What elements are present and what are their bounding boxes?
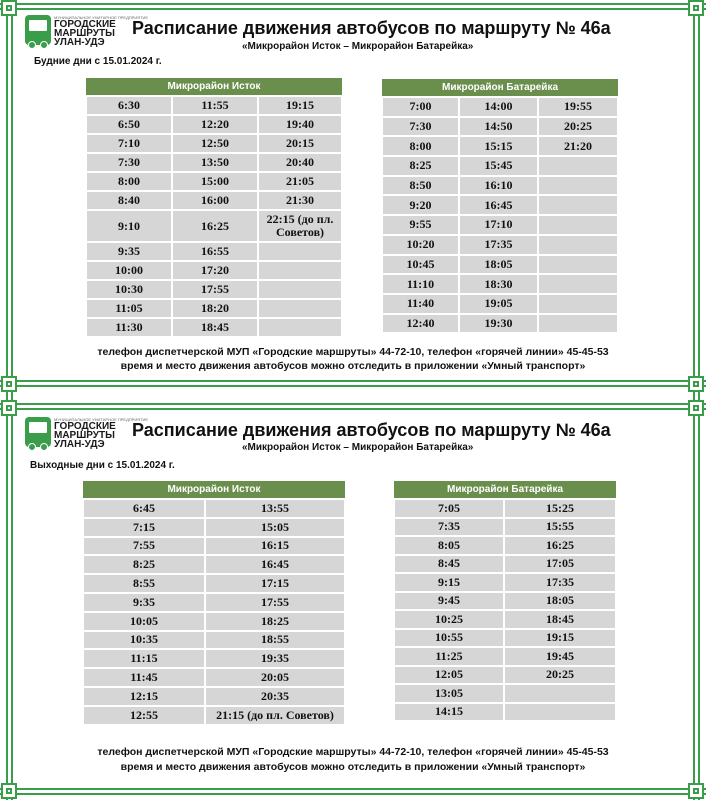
time-cell	[538, 235, 618, 255]
time-cell: 9:35	[86, 242, 172, 261]
istok-schedule-table	[85, 78, 343, 338]
time-cell: 16:10	[459, 176, 538, 196]
frame-corner	[1, 376, 17, 392]
logo-small-text: МУНИЦИПАЛЬНОЕ УНИТАРНОЕ ПРЕДПРИЯТИЕ	[54, 15, 149, 20]
table-row	[83, 537, 345, 556]
time-cell	[538, 274, 618, 294]
table-row	[382, 117, 618, 137]
time-cell: 10:20	[382, 235, 459, 255]
route-subtitle: «Микрорайон Исток – Микрорайон Батарейка»	[242, 442, 474, 453]
table-row	[394, 499, 616, 518]
time-cell: 15:00	[172, 172, 258, 191]
bus-icon	[25, 15, 51, 45]
time-cell: 17:55	[172, 280, 258, 299]
time-cell: 7:00	[382, 97, 459, 117]
frame-left-line-inner	[11, 0, 13, 400]
time-cell	[538, 215, 618, 235]
time-cell: 7:05	[394, 499, 504, 518]
time-cell: 12:20	[172, 115, 258, 134]
company-logo	[25, 15, 148, 47]
time-cell: 15:25	[504, 499, 616, 518]
time-cell: 8:25	[83, 555, 205, 574]
time-cell	[258, 318, 342, 337]
table-row	[86, 172, 342, 191]
table-header: Микрорайон Батарейка	[394, 481, 616, 499]
time-cell: 20:40	[258, 153, 342, 172]
time-cell: 9:10	[86, 210, 172, 242]
time-cell: 16:00	[172, 191, 258, 210]
time-cell: 10:35	[83, 631, 205, 650]
time-cell: 10:45	[382, 255, 459, 275]
time-cell: 8:05	[394, 536, 504, 555]
frame-bottom-line	[0, 788, 706, 790]
table-row	[83, 706, 345, 725]
time-cell: 6:30	[86, 96, 172, 115]
time-cell: 9:45	[394, 592, 504, 611]
table-row	[83, 574, 345, 593]
table-header: Микрорайон Исток	[86, 78, 342, 96]
time-cell: 19:05	[459, 294, 538, 314]
frame-bottom-line-inner	[0, 385, 706, 387]
time-cell: 15:15	[459, 136, 538, 156]
table-row	[86, 318, 342, 337]
table-row	[83, 668, 345, 687]
page-title: Расписание движения автобусов по маршруту № 46а	[132, 18, 611, 38]
istok-schedule-table	[82, 481, 346, 726]
table-row	[86, 242, 342, 261]
table-row	[382, 274, 618, 294]
time-cell: 13:55	[205, 499, 345, 518]
table-row	[394, 684, 616, 703]
table-row	[394, 555, 616, 574]
time-cell: 19:45	[504, 647, 616, 666]
table-row	[83, 555, 345, 574]
table-row	[83, 612, 345, 631]
frame-right-line	[693, 0, 695, 400]
time-cell: 14:00	[459, 97, 538, 117]
table-row	[382, 215, 618, 235]
time-cell: 11:15	[83, 649, 205, 668]
table-row	[86, 191, 342, 210]
frame-left-line	[6, 400, 8, 800]
table-row	[83, 518, 345, 537]
frame-corner	[688, 0, 704, 16]
time-cell: 8:55	[83, 574, 205, 593]
time-cell: 6:45	[83, 499, 205, 518]
table-row	[382, 97, 618, 117]
time-cell: 20:15	[258, 134, 342, 153]
page-title: Расписание движения автобусов по маршруту № 46а	[132, 420, 611, 440]
table-row	[382, 235, 618, 255]
table-row	[394, 536, 616, 555]
time-cell: 16:55	[172, 242, 258, 261]
time-cell: 7:30	[86, 153, 172, 172]
table-row	[86, 115, 342, 134]
time-cell: 17:55	[205, 593, 345, 612]
batareyka-schedule-table	[381, 79, 619, 334]
frame-corner	[688, 400, 704, 416]
time-cell: 16:25	[504, 536, 616, 555]
logo-line-1: ГОРОДСКИЕ	[54, 19, 116, 30]
logo-line-3: УЛАН-УДЭ	[54, 37, 105, 48]
time-cell: 16:15	[205, 537, 345, 556]
frame-top-line	[0, 3, 706, 5]
table-row	[394, 573, 616, 592]
time-cell: 18:45	[504, 610, 616, 629]
time-cell: 11:40	[382, 294, 459, 314]
time-cell: 17:15	[205, 574, 345, 593]
time-cell: 17:35	[459, 235, 538, 255]
time-cell	[258, 242, 342, 261]
frame-corner	[688, 783, 704, 799]
time-cell: 19:35	[205, 649, 345, 668]
time-cell: 18:30	[459, 274, 538, 294]
time-cell: 8:25	[382, 156, 459, 176]
time-cell	[258, 280, 342, 299]
table-header: Микрорайон Батарейка	[382, 79, 618, 97]
frame-top-line-inner	[0, 408, 706, 410]
time-cell: 12:15	[83, 687, 205, 706]
table-row	[382, 195, 618, 215]
day-label: Будние дни с 15.01.2024 г.	[34, 56, 162, 67]
time-cell: 19:15	[504, 629, 616, 648]
table-row	[394, 610, 616, 629]
logo-small-text: МУНИЦИПАЛЬНОЕ УНИТАРНОЕ ПРЕДПРИЯТИЕ	[54, 417, 149, 422]
time-cell	[538, 176, 618, 196]
time-cell: 10:55	[394, 629, 504, 648]
time-cell: 20:05	[205, 668, 345, 687]
table-header: Микрорайон Исток	[83, 481, 345, 499]
frame-bottom-line	[0, 380, 706, 382]
time-cell: 12:40	[382, 314, 459, 334]
time-cell: 8:00	[382, 136, 459, 156]
time-cell: 8:50	[382, 176, 459, 196]
time-cell: 21:30	[258, 191, 342, 210]
time-cell: 13:05	[394, 684, 504, 703]
table-row	[394, 647, 616, 666]
time-cell	[538, 314, 618, 334]
time-cell: 11:45	[83, 668, 205, 687]
time-cell: 18:45	[172, 318, 258, 337]
time-cell: 8:45	[394, 555, 504, 574]
time-cell	[538, 195, 618, 215]
time-cell: 7:30	[382, 117, 459, 137]
time-cell: 21:20	[538, 136, 618, 156]
time-cell: 18:05	[459, 255, 538, 275]
time-cell	[538, 255, 618, 275]
time-cell: 20:25	[538, 117, 618, 137]
time-cell: 17:20	[172, 261, 258, 280]
frame-right-line-inner	[698, 0, 700, 400]
time-cell: 19:40	[258, 115, 342, 134]
time-cell	[258, 261, 342, 280]
table-row	[83, 631, 345, 650]
weekend-schedule-panel	[0, 400, 706, 800]
frame-right-line-inner	[698, 400, 700, 800]
time-cell	[258, 299, 342, 318]
table-row	[394, 518, 616, 537]
batareyka-schedule-table	[393, 481, 617, 722]
time-cell: 15:05	[205, 518, 345, 537]
bus-icon	[25, 417, 51, 447]
time-cell: 16:25	[172, 210, 258, 242]
table-row	[86, 96, 342, 115]
time-cell	[504, 684, 616, 703]
time-cell: 14:15	[394, 703, 504, 722]
time-cell: 9:15	[394, 573, 504, 592]
time-cell: 17:35	[504, 573, 616, 592]
time-cell: 11:25	[394, 647, 504, 666]
frame-top-line	[0, 403, 706, 405]
logo-line-1: ГОРОДСКИЕ	[54, 421, 116, 432]
time-cell	[504, 703, 616, 722]
frame-bottom-line-inner	[0, 793, 706, 795]
time-cell: 11:30	[86, 318, 172, 337]
time-cell: 10:05	[83, 612, 205, 631]
time-cell: 16:45	[205, 555, 345, 574]
time-cell: 22:15 (до пл. Советов)	[258, 210, 342, 242]
frame-top-line-inner	[0, 8, 706, 10]
logo-line-3: УЛАН-УДЭ	[54, 439, 105, 450]
time-cell: 15:55	[504, 518, 616, 537]
table-row	[83, 499, 345, 518]
time-cell: 20:25	[504, 666, 616, 685]
time-cell: 9:20	[382, 195, 459, 215]
time-cell: 12:05	[394, 666, 504, 685]
table-row	[394, 592, 616, 611]
frame-left-line	[6, 0, 8, 400]
time-cell: 7:55	[83, 537, 205, 556]
table-row	[382, 156, 618, 176]
frame-corner	[1, 783, 17, 799]
time-cell: 21:15 (до пл. Советов)	[205, 706, 345, 725]
time-cell	[538, 294, 618, 314]
time-cell: 13:50	[172, 153, 258, 172]
table-row	[83, 649, 345, 668]
table-row	[86, 134, 342, 153]
time-cell: 14:50	[459, 117, 538, 137]
time-cell: 12:55	[83, 706, 205, 725]
table-row	[83, 593, 345, 612]
time-cell: 19:15	[258, 96, 342, 115]
time-cell: 15:45	[459, 156, 538, 176]
time-cell: 12:50	[172, 134, 258, 153]
time-cell: 18:20	[172, 299, 258, 318]
route-subtitle: «Микрорайон Исток – Микрорайон Батарейка»	[242, 41, 474, 52]
table-row	[382, 255, 618, 275]
time-cell: 11:55	[172, 96, 258, 115]
day-label: Выходные дни с 15.01.2024 г.	[30, 460, 175, 471]
time-cell: 16:45	[459, 195, 538, 215]
table-row	[86, 210, 342, 242]
table-row	[394, 666, 616, 685]
time-cell: 10:30	[86, 280, 172, 299]
time-cell: 10:25	[394, 610, 504, 629]
company-logo	[25, 417, 148, 449]
frame-corner	[688, 376, 704, 392]
table-row	[86, 153, 342, 172]
time-cell: 11:10	[382, 274, 459, 294]
time-cell: 7:10	[86, 134, 172, 153]
time-cell: 9:35	[83, 593, 205, 612]
logo-line-2: МАРШРУТЫ	[54, 430, 115, 441]
footer-app-info: время и место движения автобусов можно отследить в приложении «Умный транспорт»	[120, 360, 586, 372]
logo-line-2: МАРШРУТЫ	[54, 28, 115, 39]
time-cell: 20:35	[205, 687, 345, 706]
time-cell: 18:25	[205, 612, 345, 631]
table-row	[382, 294, 618, 314]
time-cell: 10:00	[86, 261, 172, 280]
time-cell: 19:30	[459, 314, 538, 334]
time-cell	[538, 156, 618, 176]
table-row	[83, 687, 345, 706]
time-cell: 21:05	[258, 172, 342, 191]
footer-phone-info: телефон диспетчерской МУП «Городские маршруты» 44-72-10, телефон «горячей линии» 45-45-53	[97, 746, 609, 758]
footer-app-info: время и место движения автобусов можно отследить в приложении «Умный транспорт»	[120, 761, 586, 773]
time-cell: 8:00	[86, 172, 172, 191]
footer-phone-info: телефон диспетчерской МУП «Городские маршруты» 44-72-10, телефон «горячей линии» 45-45-53	[97, 346, 609, 358]
table-row	[86, 280, 342, 299]
frame-corner	[1, 0, 17, 16]
table-row	[86, 261, 342, 280]
frame-left-line-inner	[11, 400, 13, 800]
time-cell: 17:10	[459, 215, 538, 235]
table-row	[382, 314, 618, 334]
time-cell: 7:35	[394, 518, 504, 537]
time-cell: 19:55	[538, 97, 618, 117]
frame-right-line	[693, 400, 695, 800]
frame-corner	[1, 400, 17, 416]
time-cell: 18:05	[504, 592, 616, 611]
time-cell: 9:55	[382, 215, 459, 235]
time-cell: 6:50	[86, 115, 172, 134]
table-row	[382, 136, 618, 156]
table-row	[394, 703, 616, 722]
table-row	[86, 299, 342, 318]
time-cell: 11:05	[86, 299, 172, 318]
time-cell: 18:55	[205, 631, 345, 650]
table-row	[382, 176, 618, 196]
table-row	[394, 629, 616, 648]
time-cell: 8:40	[86, 191, 172, 210]
time-cell: 7:15	[83, 518, 205, 537]
time-cell: 17:05	[504, 555, 616, 574]
